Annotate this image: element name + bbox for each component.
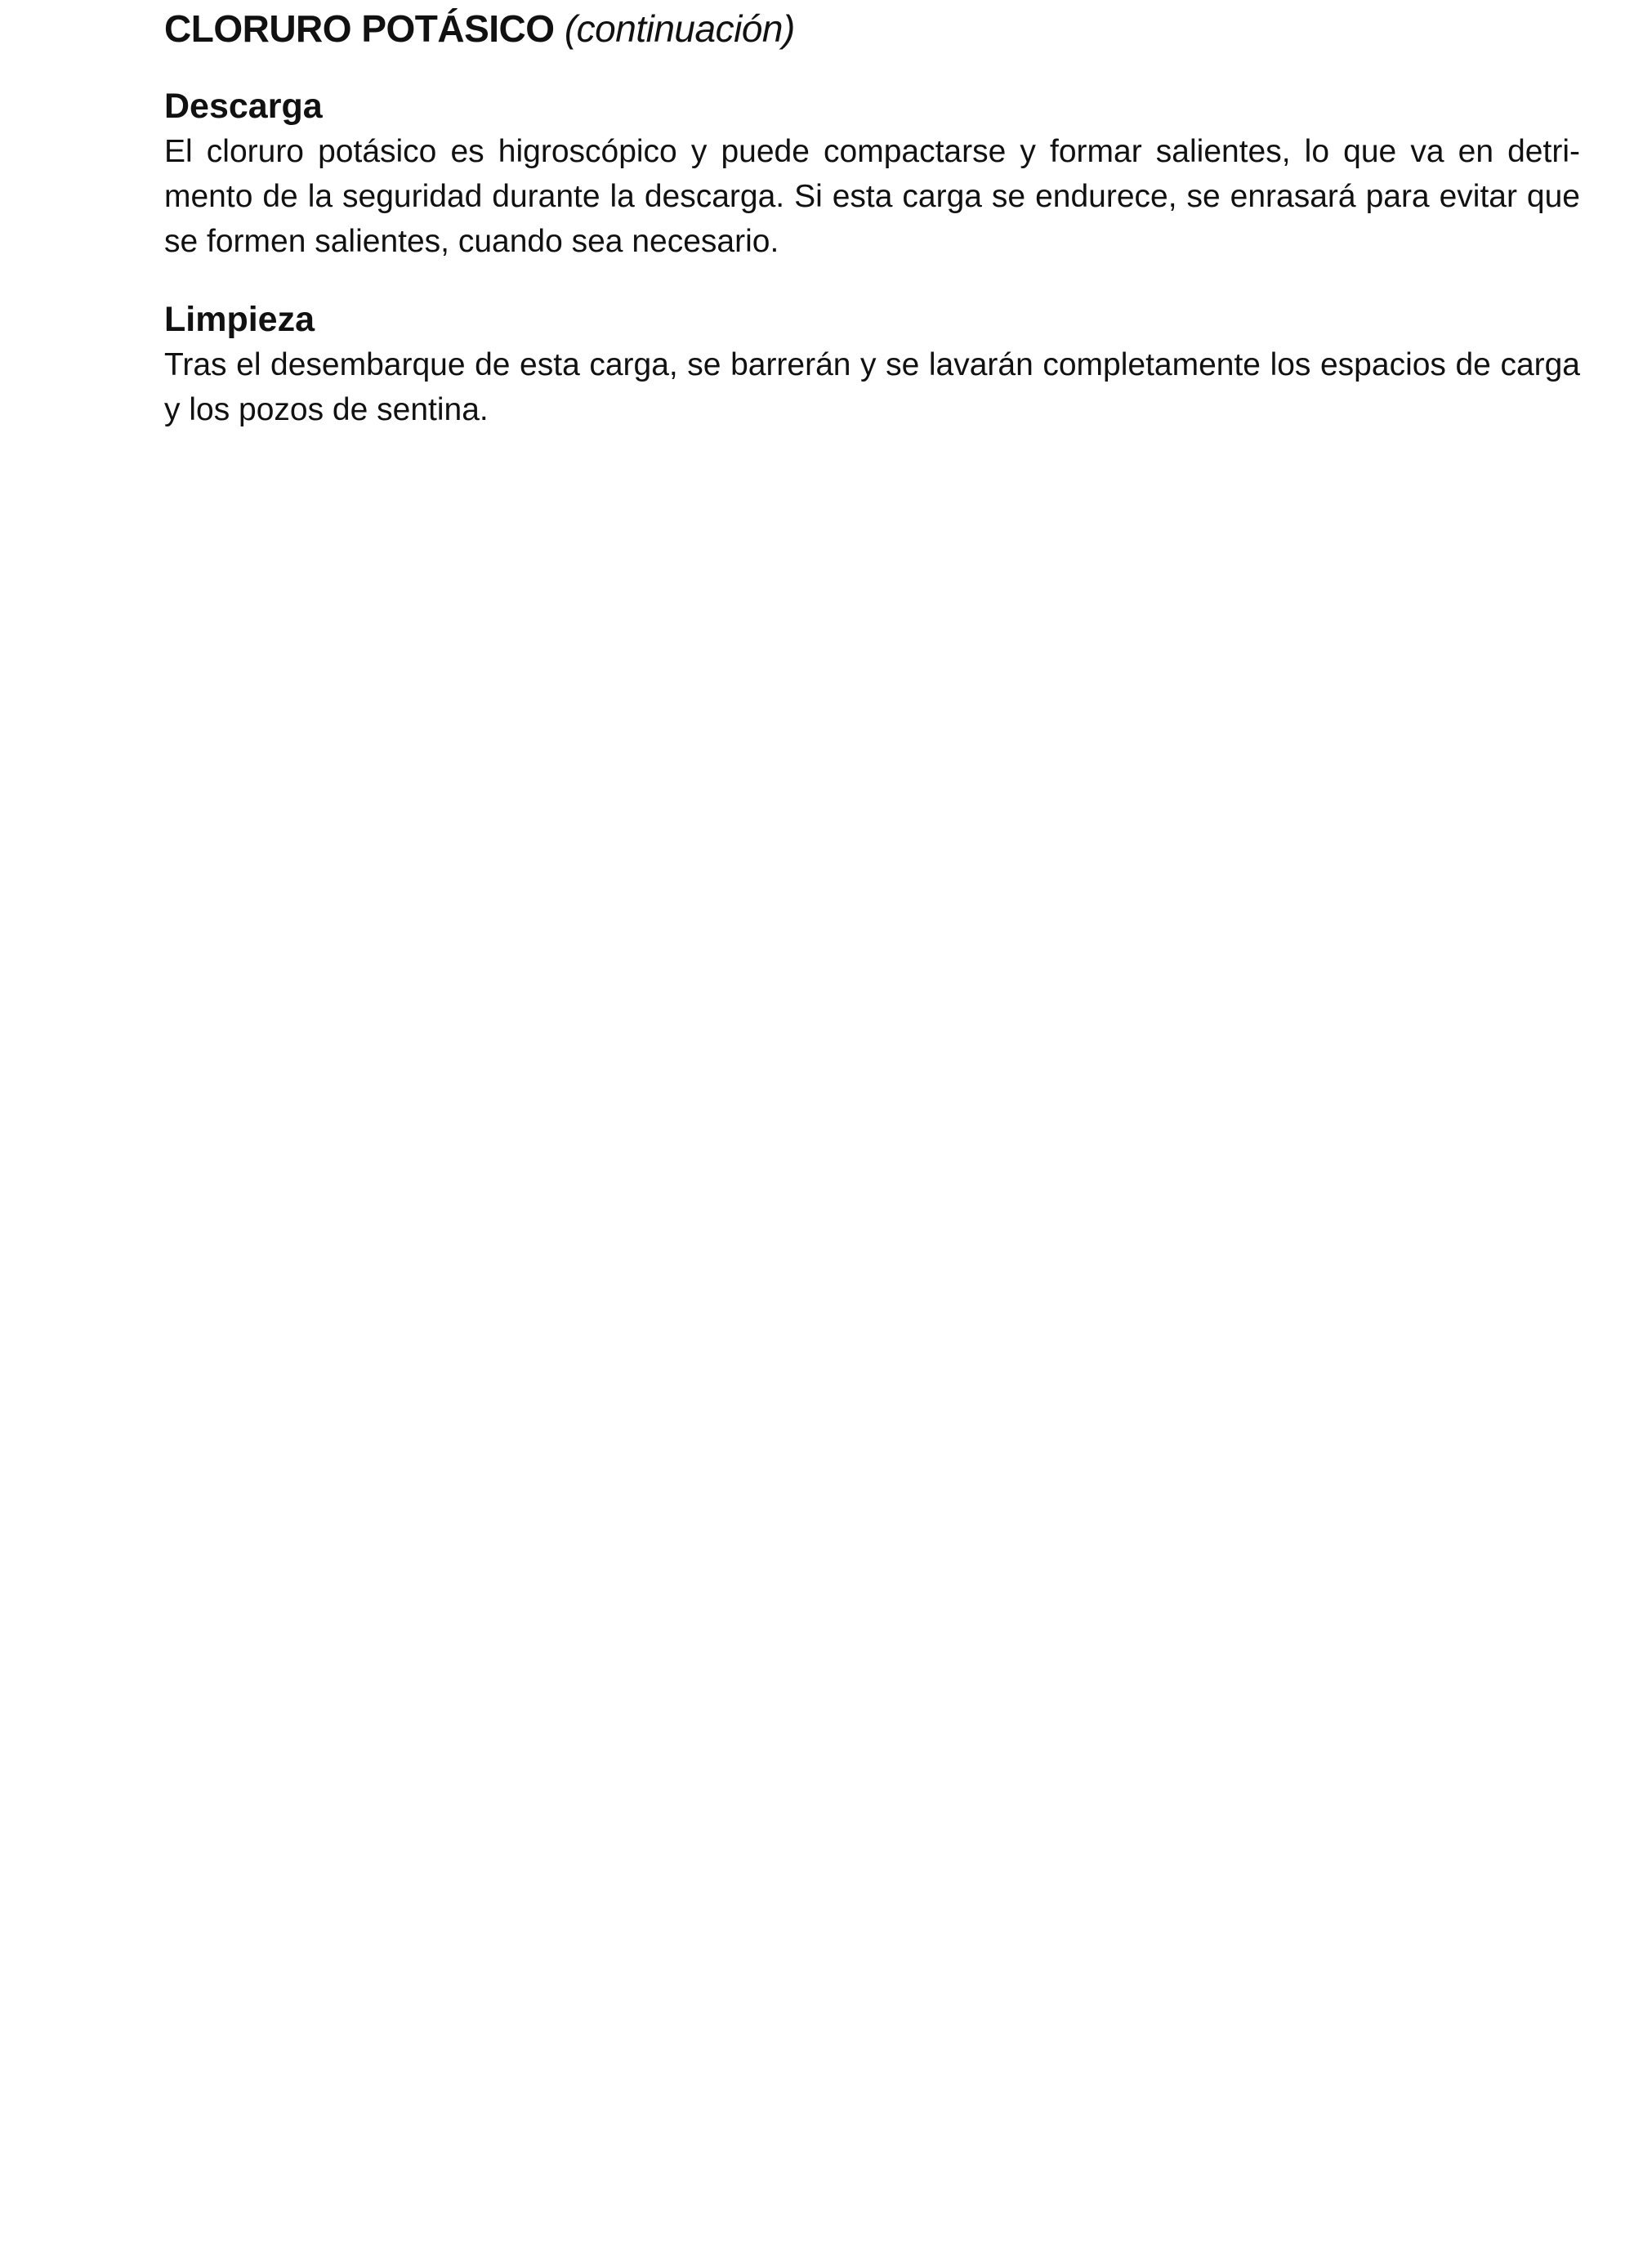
title-text: CLORURO POTÁSICO — [164, 7, 555, 50]
section-heading-limpieza: Limpieza — [164, 300, 315, 339]
document-page — [164, 0, 1580, 432]
section-body-descarga: El cloruro potásico es higroscópico y puede compactarse y formar salientes, lo que va en detrimento de la seguridad durante la descarga. Si esta carga se endurece, se enrasará para evitar que se formen salientes, cuando sea necesario. — [164, 134, 1580, 259]
continuation-note: (continuación) — [564, 7, 795, 50]
page-title — [164, 0, 1580, 52]
section-body-limpieza: Tras el desembarque de esta carga, se barrerán y se lavarán completamente los espacios de carga y los pozos de sentina. — [164, 347, 1580, 427]
section-heading-descarga: Descarga — [164, 87, 323, 126]
